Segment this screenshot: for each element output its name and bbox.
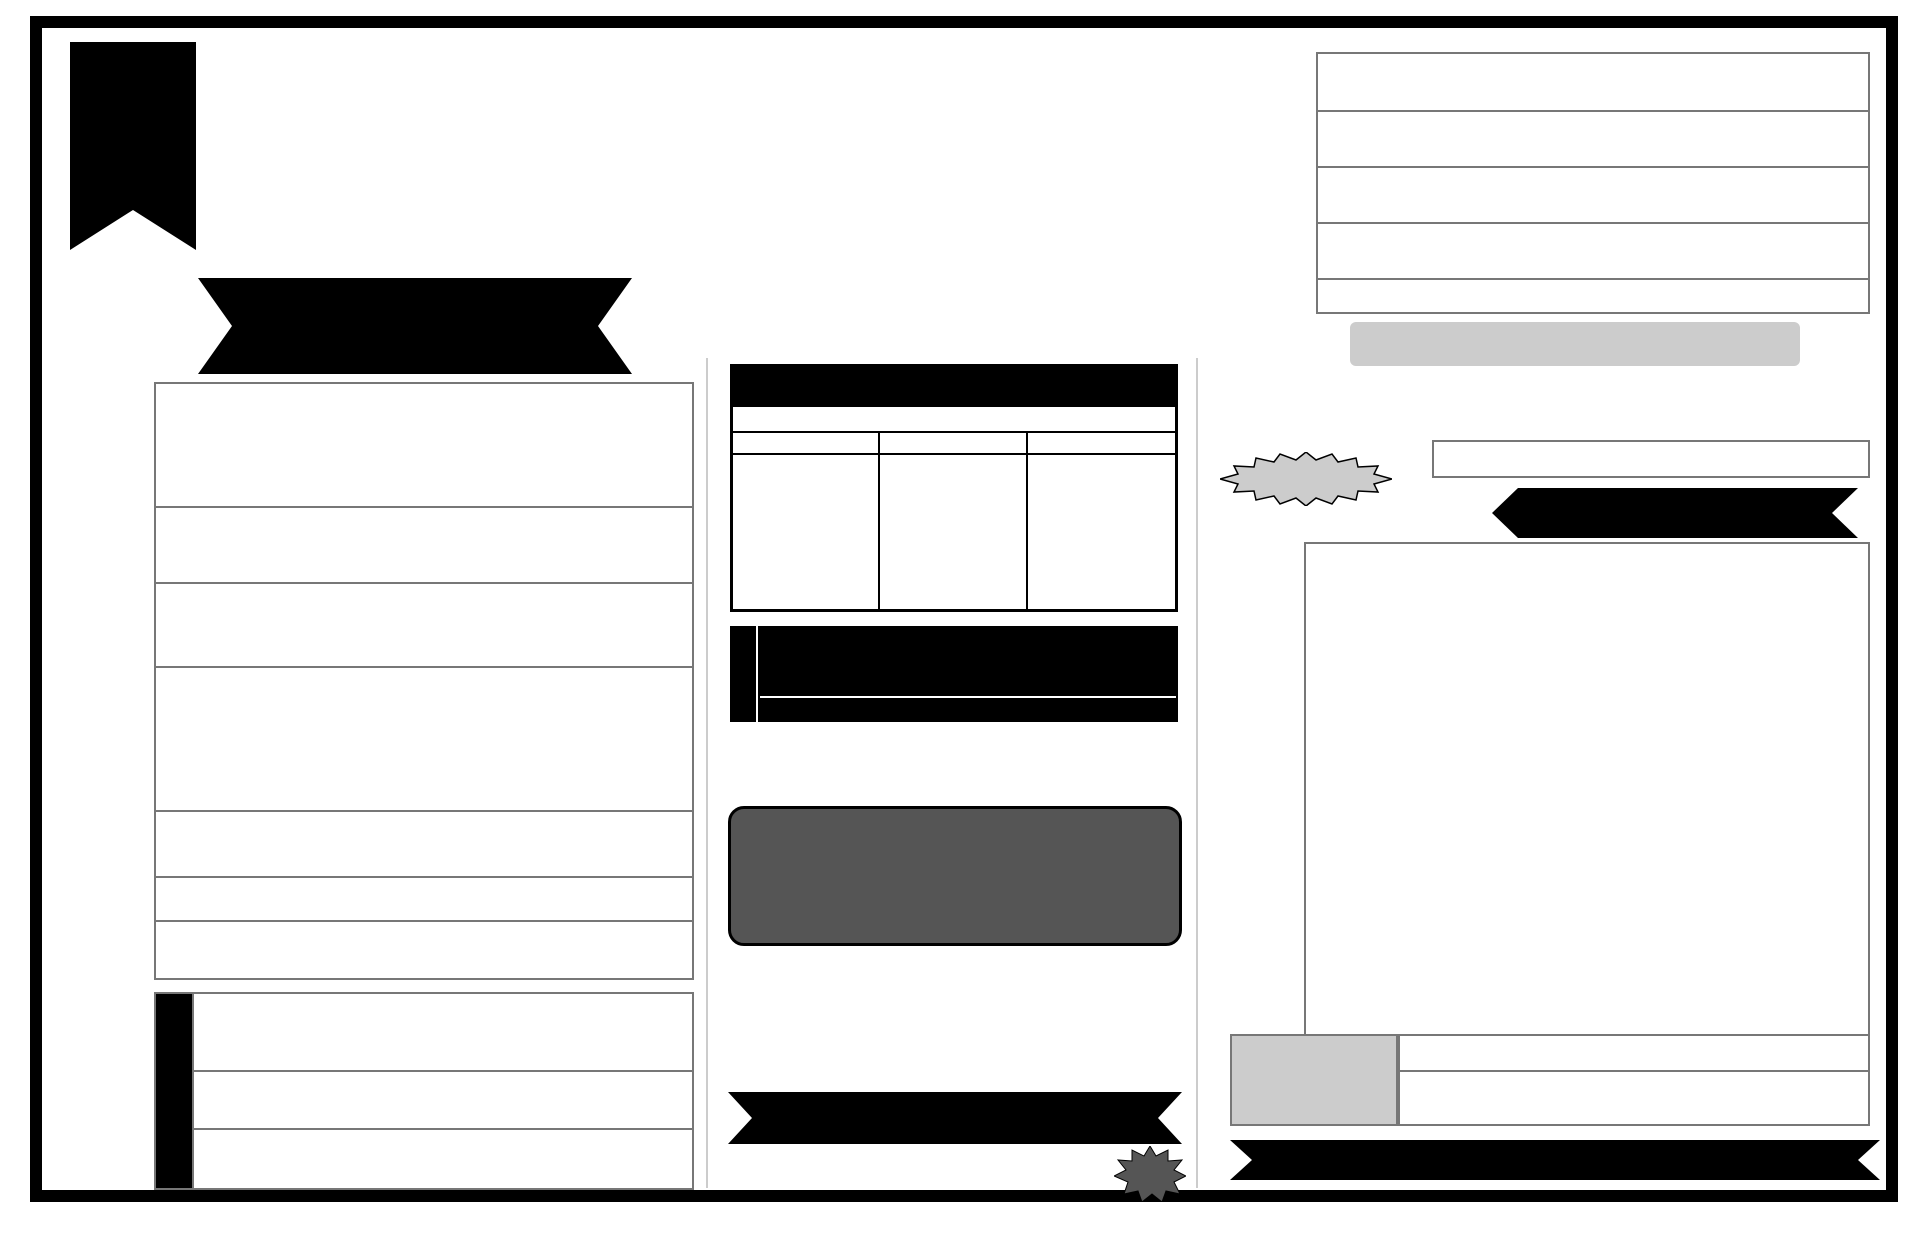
middle-divider — [706, 358, 708, 1188]
sides-vertical-label — [730, 626, 758, 722]
specialty-bbq-mac — [1400, 1036, 1868, 1070]
menu-item-sausage-biscuits-gravy — [156, 876, 692, 920]
salads-vertical-heading — [1218, 38, 1288, 368]
omelette-cheese-list — [733, 455, 880, 609]
mix-match-starburst — [1114, 1146, 1186, 1202]
omelette-section — [730, 364, 1178, 612]
five-breakfast-banner — [198, 278, 632, 374]
feature-corned-beef-hash — [194, 1070, 692, 1128]
sandwiches-section — [1304, 542, 1870, 1044]
drinks-section — [730, 732, 1178, 796]
salad-greek — [1318, 222, 1868, 278]
specialties-label-box — [1230, 1034, 1398, 1126]
breakfast-section — [154, 382, 694, 980]
dressings-box — [1350, 322, 1800, 366]
salads-section — [1316, 52, 1870, 314]
salad-chef — [1318, 166, 1868, 222]
menu-item-mix-grill — [156, 810, 692, 876]
hot-cheese-balls-badge — [1220, 452, 1392, 506]
features-vertical-label — [156, 994, 192, 1188]
menu-item-breakfast-sandwiches — [156, 666, 692, 810]
middle-divider-right — [1196, 358, 1198, 1188]
sides-section — [730, 626, 1178, 722]
menu-item-greek-frittata — [156, 920, 692, 980]
salad-tossed — [1318, 278, 1868, 314]
italian-hoagie-banner — [1492, 488, 1858, 538]
cup-and-half-box — [1432, 440, 1870, 478]
salad-grilled-steak — [1318, 110, 1868, 166]
menu-item-french-toast — [156, 384, 692, 506]
features-section — [154, 992, 694, 1190]
specialties-section — [1398, 1034, 1870, 1126]
sandwiches-vertical-heading — [1222, 502, 1288, 1042]
omelette-col-cheese — [733, 433, 880, 453]
omelette-title — [733, 367, 1175, 407]
omelette-veggies-list — [1028, 455, 1175, 609]
omelette-col-meats — [880, 433, 1027, 453]
salad-grilled-chicken — [1318, 54, 1868, 110]
pasta-banner — [1230, 1140, 1880, 1180]
feature-philly-omelet — [194, 994, 692, 1070]
menu-item-cinnamon-roll-pancakes — [156, 582, 692, 666]
feature-country-fried-steak — [194, 1128, 692, 1188]
omelette-meats-list — [880, 455, 1027, 609]
menu-frame — [30, 16, 1898, 1202]
menu-item-pancakes — [156, 506, 692, 582]
hot-fresh-banner — [728, 1092, 1182, 1144]
specialty-bbq-ribs — [1400, 1070, 1868, 1126]
breakfast-vertical-heading — [56, 286, 142, 1186]
omelette-col-veggies — [1028, 433, 1175, 453]
doughnuts-banner — [728, 806, 1182, 946]
served-all-day-badge — [70, 42, 196, 250]
sides-toast — [760, 696, 1176, 720]
